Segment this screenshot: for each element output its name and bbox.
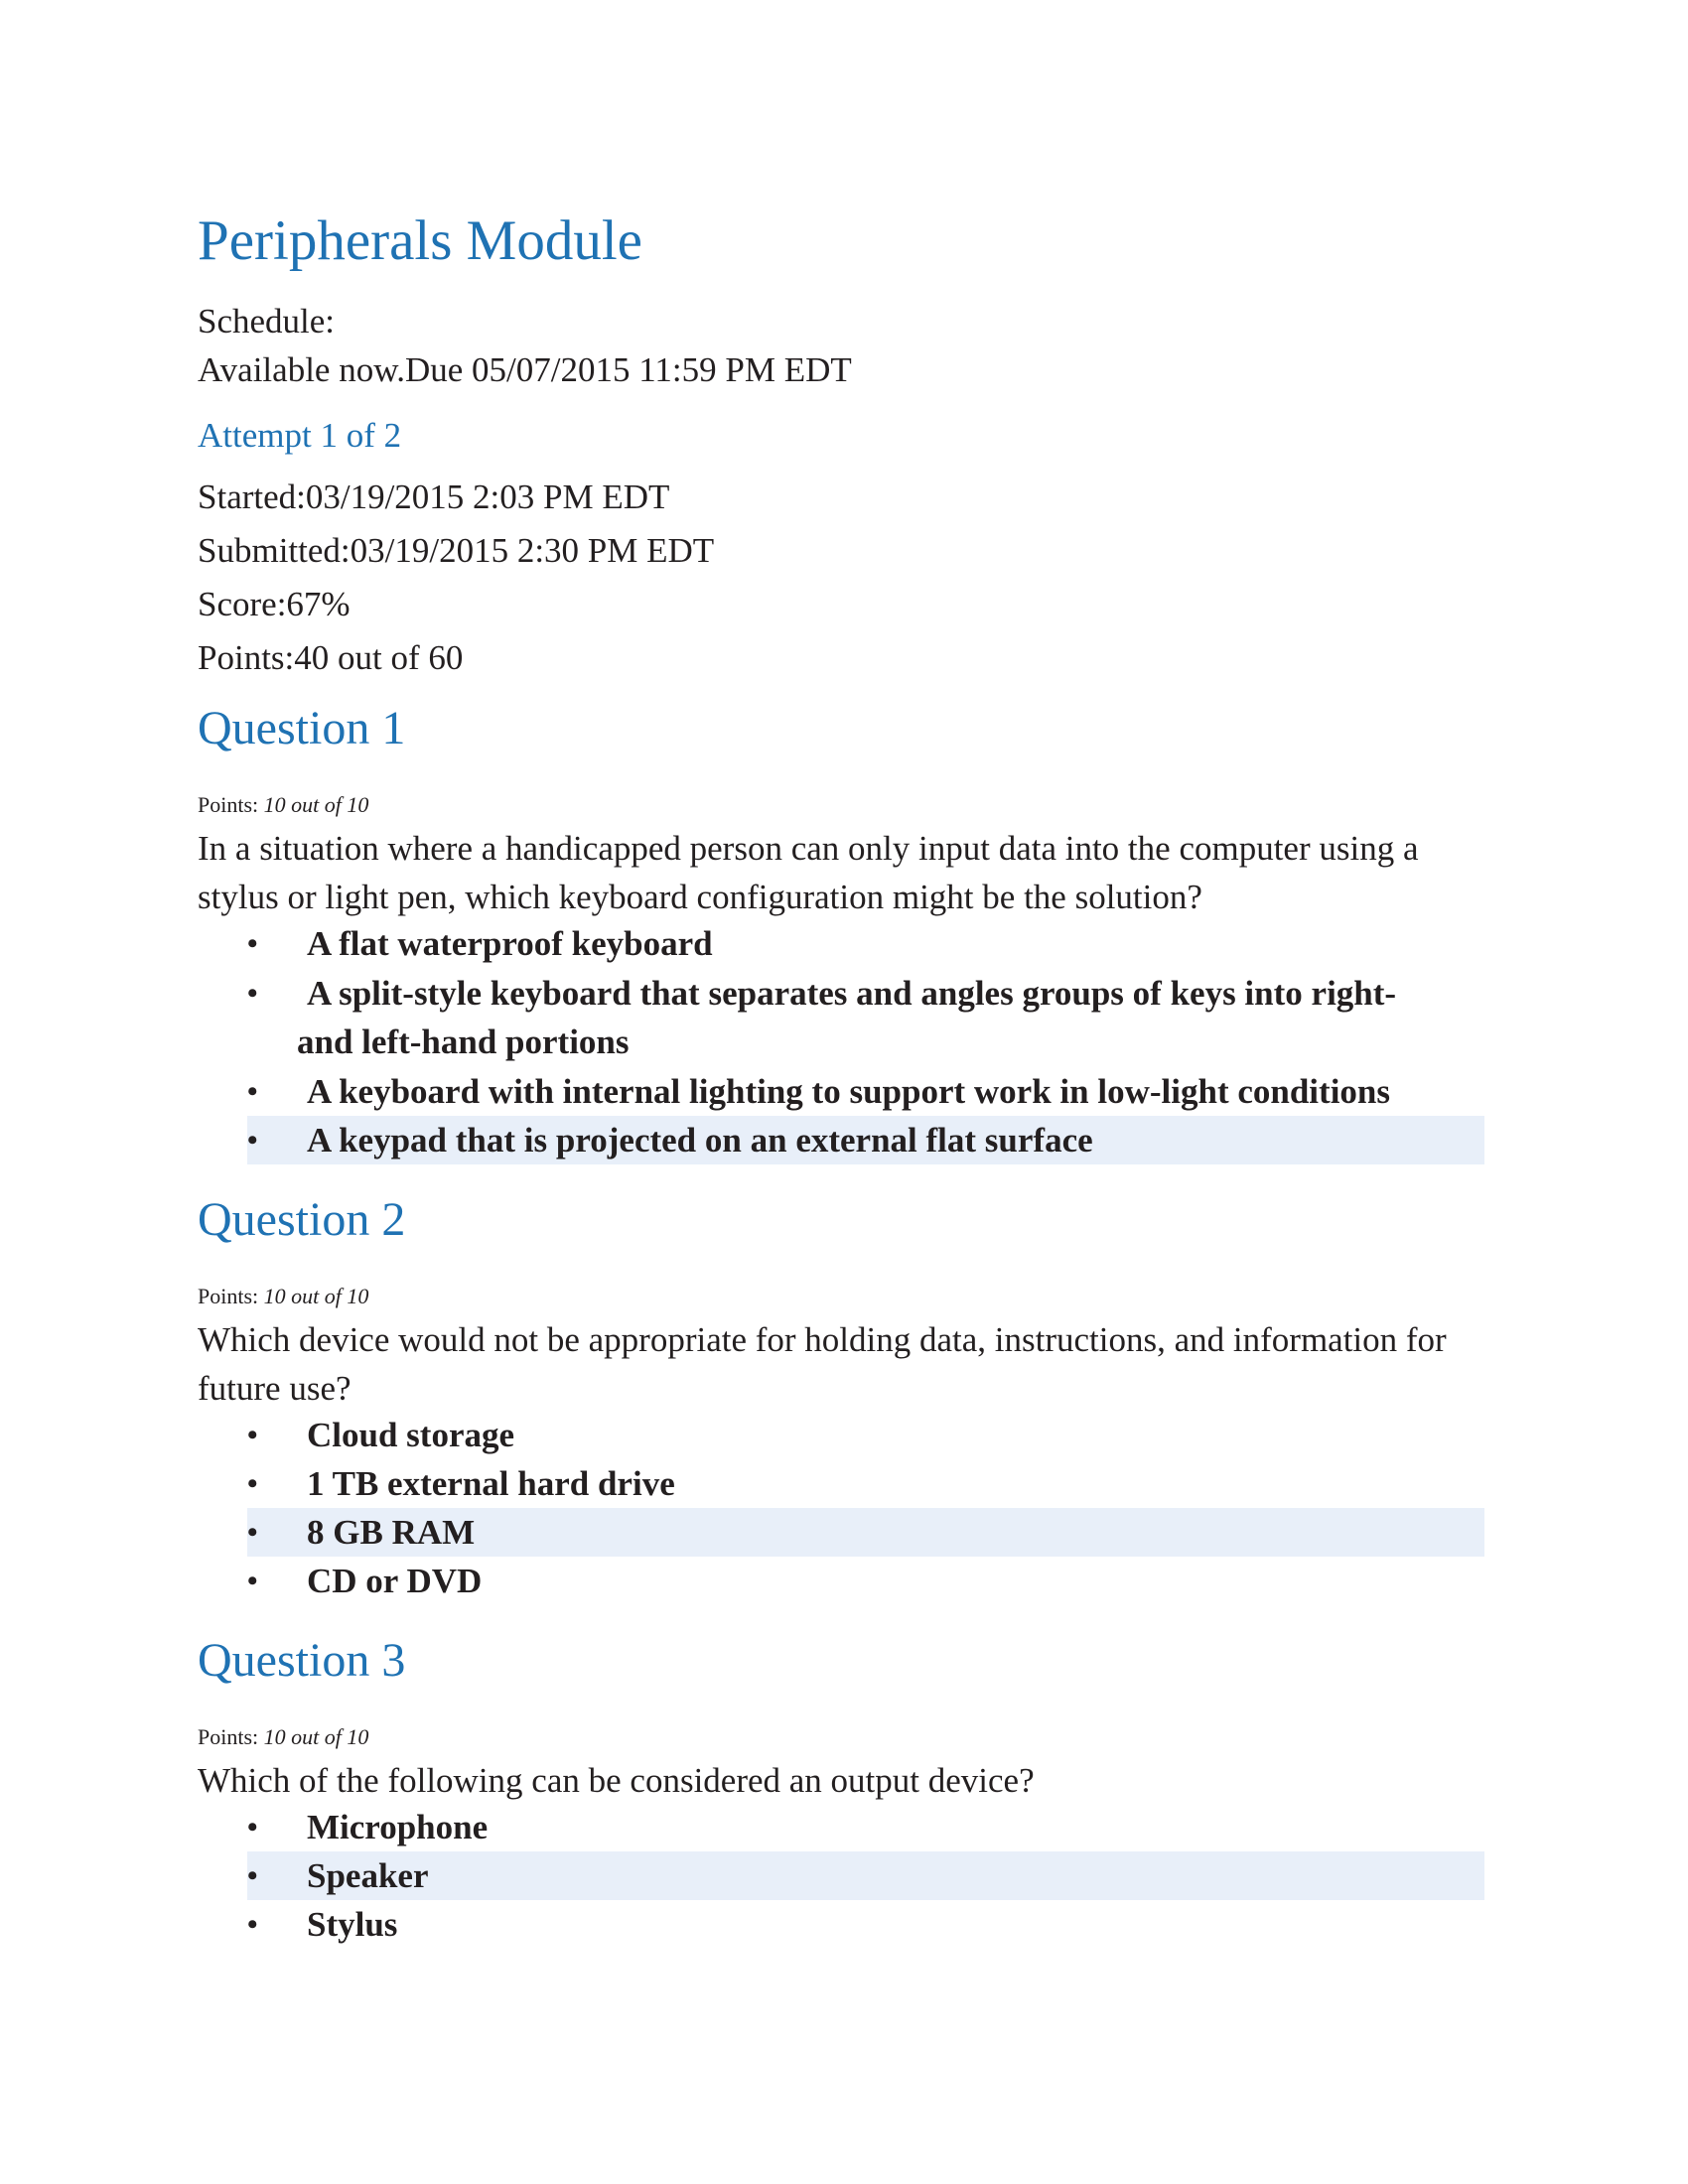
q2-option-4[interactable]	[247, 1557, 1484, 1605]
bullet-icon: •	[247, 1811, 258, 1843]
points-value: 10 out of 10	[263, 1284, 369, 1308]
option-text: 1 TB external hard drive	[307, 1464, 675, 1503]
question-2-points	[198, 1284, 368, 1309]
question-3-heading: Question 3	[198, 1634, 406, 1687]
q3-option-1[interactable]	[247, 1803, 1484, 1851]
option-text: Speaker	[307, 1856, 429, 1895]
bullet-icon: •	[247, 1419, 258, 1451]
points-value: 10 out of 10	[263, 1724, 369, 1749]
q1-option-3[interactable]	[247, 1067, 1484, 1116]
points-value: 10 out of 10	[263, 792, 369, 817]
score-value: Score:67%	[198, 585, 351, 623]
bullet-icon: •	[247, 1565, 258, 1597]
q1-option-4-selected[interactable]	[247, 1116, 1484, 1164]
points-total: Points:40 out of 60	[198, 638, 464, 677]
page-title: Peripherals Module	[198, 209, 642, 272]
points-label: Points:	[198, 1284, 259, 1308]
schedule-label: Schedule:	[198, 302, 336, 341]
question-2-heading: Question 2	[198, 1193, 406, 1246]
started-time: Started:03/19/2015 2:03 PM EDT	[198, 478, 670, 516]
q1-option-1[interactable]	[247, 919, 1484, 968]
question-3-text: Which of the following can be considered an output device?	[198, 1761, 1035, 1800]
bullet-icon: •	[247, 1859, 258, 1892]
option-text: Stylus	[307, 1905, 398, 1944]
q2-option-3-selected[interactable]	[247, 1508, 1484, 1557]
option-text: A flat waterproof keyboard	[307, 924, 713, 963]
q2-option-1[interactable]	[247, 1411, 1484, 1459]
option-text-continued: and left-hand portions	[297, 1023, 630, 1061]
bullet-icon: •	[247, 1516, 258, 1549]
question-2-text: Which device would not be appropriate for holding data, instructions, and information for future use?	[198, 1320, 1447, 1408]
points-label: Points:	[198, 1724, 259, 1749]
bullet-icon: •	[247, 1075, 258, 1108]
bullet-icon: •	[247, 1124, 258, 1157]
option-text: A keyboard with internal lighting to support work in low-light conditions	[307, 1072, 1390, 1111]
submitted-time: Submitted:03/19/2015 2:30 PM EDT	[198, 531, 715, 570]
option-text: CD or DVD	[307, 1562, 483, 1600]
option-text: A split-style keyboard that separates and angles groups of keys into right-	[307, 974, 1397, 1013]
points-label: Points:	[198, 792, 259, 817]
option-text: 8 GB RAM	[307, 1513, 476, 1552]
bullet-icon: •	[247, 927, 258, 960]
question-1-text: In a situation where a handicapped person can only input data into the computer using a stylus or light pen, which keyboard configuration might be the solution?	[198, 829, 1419, 916]
bullet-icon: •	[247, 1467, 258, 1500]
option-text: A keypad that is projected on an external flat surface	[307, 1121, 1093, 1160]
option-text: Microphone	[307, 1808, 489, 1846]
bullet-icon: •	[247, 977, 258, 1010]
question-3-points	[198, 1724, 368, 1750]
question-1-heading: Question 1	[198, 702, 406, 754]
attempt-link[interactable]: Attempt 1 of 2	[198, 416, 402, 455]
q1-option-2[interactable]	[247, 969, 1484, 1066]
q3-option-2-selected[interactable]	[247, 1851, 1484, 1900]
availability-text: Available now.Due 05/07/2015 11:59 PM EDT	[198, 350, 852, 389]
q3-option-3[interactable]	[247, 1900, 1484, 1949]
question-1-points	[198, 792, 368, 818]
q2-option-2[interactable]	[247, 1459, 1484, 1508]
bullet-icon: •	[247, 1908, 258, 1941]
option-text: Cloud storage	[307, 1416, 515, 1454]
